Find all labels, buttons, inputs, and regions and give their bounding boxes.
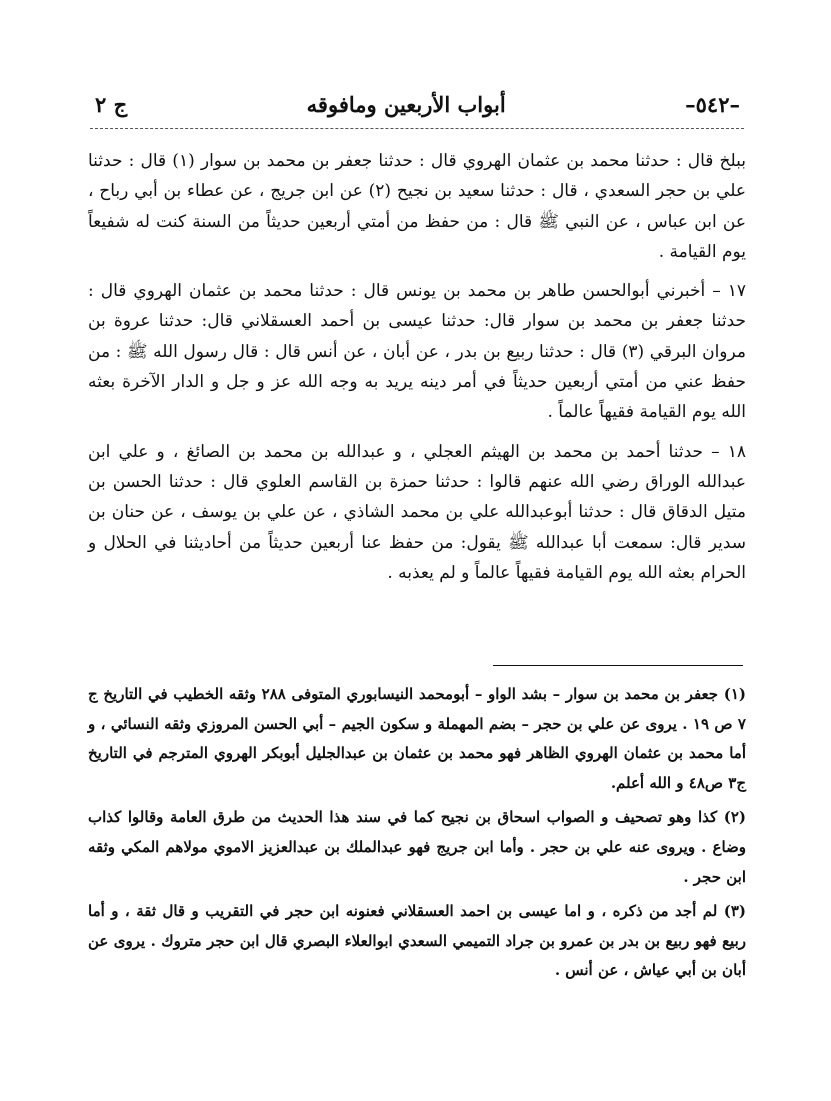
- footnote-2: (٢) كذا وهو تصحيف و الصواب اسحاق بن نجيح كما في سند هذا الحديث من طرق العامة وقالوا كذاب وضاع . ويروى عنه علي بن حجر . وأما ابن جريج فهو عبدالملك بن عبدالعزيز الاموي مولاهم المكي وثقه ابن حجر .: [88, 808, 746, 886]
- footnotes: [88, 680, 746, 991]
- footnote-1: (١) جعفر بن محمد بن سوار – بشد الواو – أبومحمد النيسابوري المتوفى ٢٨٨ وثقه الخطيب في التاريخ ج ٧ ص ١٩ . يروى عن علي بن حجر – بضم المهملة و سكون الجيم – أبي الحسن المروزي وثقه النسائي ، و أما محمد بن عثمان الهروي الظاهر فهو محمد بن عثمان بن عبدالجليل أبوبكر الهروي المترجم في التاريخ ج٣ ص٤٨ و الله أعلم.: [88, 685, 746, 792]
- volume-label: ج ٢: [95, 91, 128, 117]
- hadith-17: ١٧ – أخبرني أبوالحسن طاهر بن محمد بن يونس قال : حدثنا محمد بن عثمان الهروي قال : حدثنا جعفر بن محمد بن سوار قال: حدثنا عيسى بن أحمد العسقلاني قال: حدثنا عروة بن مروان البرقي (٣) قال : حدثنا ربيع بن بدر ، عن أبان ، عن أنس قال : قال رسول الله ﷺ : من حفظ عني من أمتي أربعين حديثاً في أمر دينه يريد به وجه الله عز و جل و الدار الآخرة بعثه الله يوم القيامة فقيهاً عالماً .: [88, 281, 746, 423]
- page-header: [95, 86, 740, 122]
- header-rule: [90, 128, 744, 129]
- hadith-18: ١٨ – حدثنا أحمد بن محمد بن الهيثم العجلي ، و عبدالله بن محمد بن الصائغ ، و علي ابن عبدالله الوراق رضي الله عنهم قالوا : حدثنا حمزة بن القاسم العلوي قال : حدثنا الحسن بن متيل الدقاق قال : حدثنا أبوعبدالله علي بن محمد الشاذي ، عن علي بن يوسف ، عن حنان بن سدير قال: سمعت أبا عبدالله ﷺ يقول: من حفظ عنا أربعين حديثاً من أحاديثنا في الحلال و الحرام بعثه الله يوم القيامة فقيهاً عالماً و لم يعذبه .: [88, 441, 746, 583]
- footnote-separator: [493, 665, 743, 666]
- paragraph-continuation: ببلخ قال : حدثنا محمد بن عثمان الهروي قال : حدثنا جعفر بن محمد بن سوار (١) قال : حدثنا علي بن حجر السعدي ، قال : حدثنا سعيد بن نجيح (٢) عن ابن جريج ، عن عطاء بن أبي رباح ، عن ابن عباس ، عن النبي ﷺ قال : من حفظ من أمتي أربعين حديثاً من السنة كنت له شفيعاً يوم القيامة .: [88, 151, 746, 262]
- footnote-3: (٣) لم أجد من ذكره ، و اما عيسى بن احمد العسقلاني فعنونه ابن حجر في التقريب و قال ثقة ، و أما ربيع فهو ربيع بن بدر بن عمرو بن جراد التميمي السعدي ابوالعلاء البصري قال ابن حجر متروك . يروى عن أبان بن أبي عياش ، عن أنس .: [88, 902, 746, 980]
- chapter-title: أبواب الأربعين ومافوقه: [306, 91, 506, 117]
- main-text: [88, 146, 746, 588]
- page-number: –٥٤٢–: [685, 91, 740, 117]
